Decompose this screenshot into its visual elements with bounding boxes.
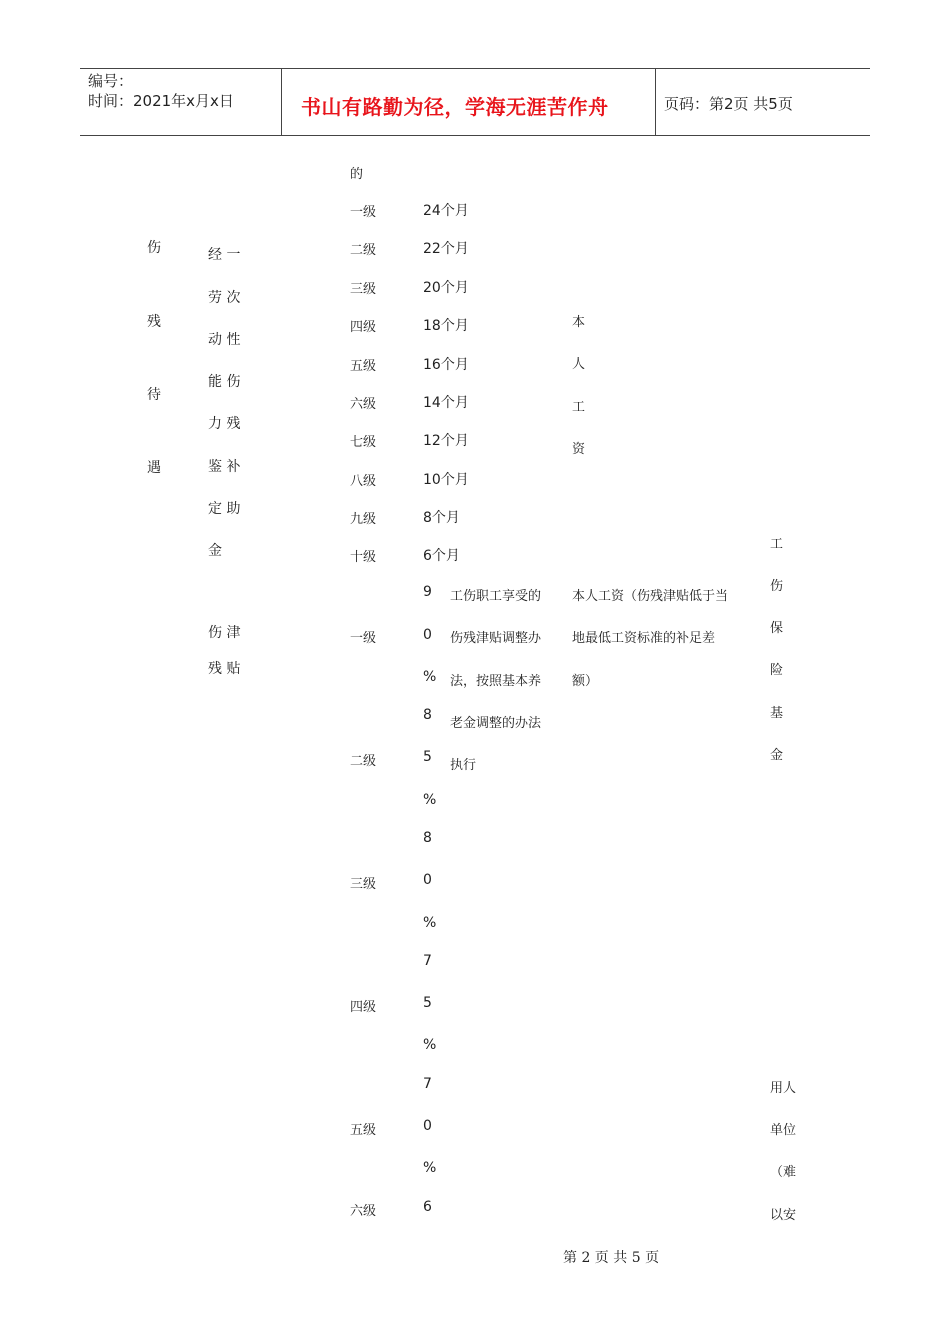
months-value: 8个月 bbox=[423, 510, 460, 526]
allowance-grade-label: 四级 bbox=[350, 1000, 377, 1015]
header-page-label: 页码：第2页 共5页 bbox=[664, 95, 793, 113]
adjust-method-line: 老金调整的办法 bbox=[450, 716, 542, 731]
category-char: 伤 bbox=[147, 240, 161, 256]
adjust-method-line: 伤残津贴调整办 bbox=[450, 631, 542, 646]
employer-source-line: 用人 bbox=[770, 1081, 797, 1096]
percent-char: 6 bbox=[423, 1199, 432, 1215]
adjust-method-line: 法，按照基本养 bbox=[450, 674, 542, 689]
employer-source-line: 以安 bbox=[770, 1208, 797, 1223]
item-lump-sum-line: 定 助 bbox=[208, 501, 241, 517]
grade-label: 三级 bbox=[350, 282, 377, 297]
basis-wage-char: 本 bbox=[572, 315, 586, 330]
item-lump-sum-line: 金 bbox=[208, 543, 222, 559]
grade-label: 九级 bbox=[350, 512, 377, 527]
grade-label: 六级 bbox=[350, 397, 377, 412]
item-lump-sum-line: 能 伤 bbox=[208, 374, 241, 390]
grade-label: 五级 bbox=[350, 359, 377, 374]
allowance-grade-label: 一级 bbox=[350, 631, 377, 646]
allowance-basis-line: 地最低工资标准的补足差 bbox=[572, 631, 716, 646]
header-top-rule bbox=[80, 68, 870, 69]
grade-label: 四级 bbox=[350, 320, 377, 335]
item-allowance-line: 伤 津 bbox=[208, 625, 241, 641]
page-footer: 第 2 页 共 5 页 bbox=[563, 1250, 660, 1266]
percent-char: 5 bbox=[423, 995, 432, 1011]
months-value: 6个月 bbox=[423, 548, 460, 564]
fund-source-char: 险 bbox=[770, 663, 784, 678]
header-number-label: 编号： bbox=[88, 72, 134, 90]
percent-char: 5 bbox=[423, 749, 432, 765]
fund-source-char: 伤 bbox=[770, 579, 784, 594]
months-value: 22个月 bbox=[423, 241, 469, 257]
employer-source-line: （难 bbox=[770, 1165, 797, 1180]
fund-source-char: 金 bbox=[770, 748, 784, 763]
grades-top-label: 的 bbox=[350, 167, 364, 182]
percent-char: % bbox=[423, 792, 437, 808]
header-time-label: 时间：2021年x月x日 bbox=[88, 92, 234, 110]
percent-char: % bbox=[423, 915, 437, 931]
basis-wage-char: 资 bbox=[572, 442, 586, 457]
item-lump-sum-line: 劳 次 bbox=[208, 290, 241, 306]
fund-source-char: 保 bbox=[770, 621, 784, 636]
item-lump-sum-line: 动 性 bbox=[208, 332, 241, 348]
months-value: 14个月 bbox=[423, 395, 469, 411]
item-lump-sum-line: 力 残 bbox=[208, 416, 241, 432]
percent-char: 0 bbox=[423, 1118, 432, 1134]
allowance-grade-label: 三级 bbox=[350, 877, 377, 892]
fund-source-char: 基 bbox=[770, 706, 784, 721]
percent-char: 8 bbox=[423, 707, 432, 723]
header-divider-left bbox=[281, 68, 282, 136]
item-lump-sum-line: 鉴 补 bbox=[208, 459, 241, 475]
months-value: 12个月 bbox=[423, 433, 469, 449]
allowance-grade-label: 五级 bbox=[350, 1123, 377, 1138]
basis-wage-char: 人 bbox=[572, 357, 586, 372]
grade-label: 七级 bbox=[350, 435, 377, 450]
percent-char: 7 bbox=[423, 1076, 432, 1092]
months-value: 16个月 bbox=[423, 357, 469, 373]
header-bottom-rule bbox=[80, 135, 870, 136]
percent-char: 9 bbox=[423, 584, 432, 600]
percent-char: 0 bbox=[423, 627, 432, 643]
basis-wage-char: 工 bbox=[572, 400, 586, 415]
allowance-basis-line: 本人工资（伤残津贴低于当 bbox=[572, 589, 729, 604]
grade-label: 十级 bbox=[350, 550, 377, 565]
header-motto: 书山有路勤为径，学海无涯苦作舟 bbox=[301, 95, 609, 119]
category-char: 残 bbox=[147, 314, 161, 330]
category-char: 遇 bbox=[147, 460, 161, 476]
percent-char: % bbox=[423, 1160, 437, 1176]
item-lump-sum-line: 经 一 bbox=[208, 247, 241, 263]
allowance-basis-line: 额） bbox=[572, 674, 599, 689]
percent-char: 0 bbox=[423, 872, 432, 888]
percent-char: 7 bbox=[423, 953, 432, 969]
item-allowance-line: 残 贴 bbox=[208, 661, 241, 677]
percent-char: 8 bbox=[423, 830, 432, 846]
category-char: 待 bbox=[147, 387, 161, 403]
months-value: 24个月 bbox=[423, 203, 469, 219]
allowance-grade-label: 二级 bbox=[350, 754, 377, 769]
grade-label: 二级 bbox=[350, 243, 377, 258]
allowance-grade-label: 六级 bbox=[350, 1204, 377, 1219]
months-value: 20个月 bbox=[423, 280, 469, 296]
months-value: 18个月 bbox=[423, 318, 469, 334]
header-divider-right bbox=[655, 68, 656, 136]
adjust-method-line: 工伤职工享受的 bbox=[450, 589, 542, 604]
fund-source-char: 工 bbox=[770, 537, 784, 552]
grade-label: 八级 bbox=[350, 474, 377, 489]
adjust-method-line: 执行 bbox=[450, 758, 477, 773]
percent-char: % bbox=[423, 669, 437, 685]
grade-label: 一级 bbox=[350, 205, 377, 220]
months-value: 10个月 bbox=[423, 472, 469, 488]
percent-char: % bbox=[423, 1037, 437, 1053]
employer-source-line: 单位 bbox=[770, 1123, 797, 1138]
